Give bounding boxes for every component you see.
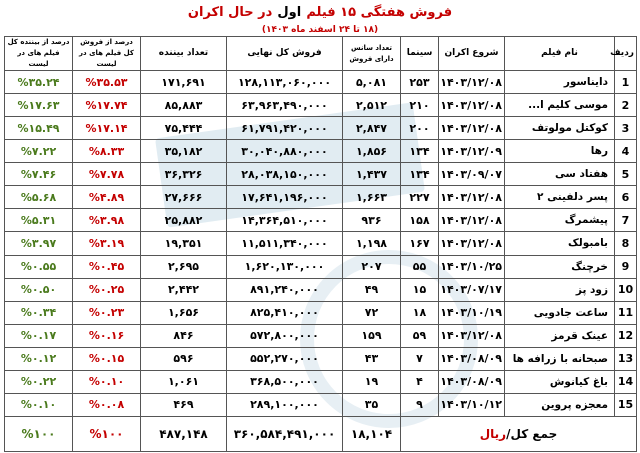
cell-start: ۱۴۰۳/۱۰/۱۲: [439, 393, 505, 416]
cell-rank: 1: [615, 71, 637, 94]
cell-sales: ۱,۶۲۰,۱۳۰,۰۰۰: [227, 255, 343, 278]
cell-rank: 14: [615, 370, 637, 393]
cell-start: ۱۴۰۳/۱۲/۰۸: [439, 71, 505, 94]
cell-rank: 6: [615, 186, 637, 209]
cell-start: ۱۴۰۳/۰۸/۰۹: [439, 370, 505, 393]
cell-sessions: ۷۲: [343, 301, 401, 324]
cell-cinema: ۹: [401, 393, 439, 416]
cell-sales: ۵۵۲,۲۷۰,۰۰۰: [227, 347, 343, 370]
cell-start: ۱۴۰۳/۱۲/۰۸: [439, 117, 505, 140]
cell-name: خرچنگ: [505, 255, 615, 278]
total-viewers: ۴۸۷,۱۴۸: [141, 417, 227, 452]
cell-cinema: ۲۰۰: [401, 117, 439, 140]
title-part-1: فروش هفتگی ۱۵ فیلم: [306, 5, 453, 20]
total-row: [5, 417, 637, 452]
cell-sales: ۸۹۱,۲۴۰,۰۰۰: [227, 278, 343, 301]
title-part-3: در حال اکران: [187, 5, 273, 20]
cell-sales-share: %۰.۱۰: [73, 370, 141, 393]
cell-viewers: ۲,۶۹۵: [141, 255, 227, 278]
cell-sales-share: %۰.۲۳: [73, 301, 141, 324]
cell-sales: ۵۷۲,۸۰۰,۰۰۰: [227, 324, 343, 347]
cell-viewers-share: %۷.۴۶: [5, 163, 73, 186]
cell-sales: ۳۶۸,۵۰۰,۰۰۰: [227, 370, 343, 393]
table-row: [5, 301, 637, 324]
table-row: [5, 117, 637, 140]
total-sales-share: %۱۰۰: [73, 417, 141, 452]
cell-rank: 4: [615, 140, 637, 163]
cell-cinema: ۲۵۳: [401, 71, 439, 94]
cell-sales: ۸۲۵,۴۱۰,۰۰۰: [227, 301, 343, 324]
cell-sessions: ۳۵: [343, 393, 401, 416]
cell-cinema: ۱۵: [401, 278, 439, 301]
cell-name: دایناسور: [505, 71, 615, 94]
table-row: [5, 163, 637, 186]
table-row: [5, 209, 637, 232]
cell-sessions: ۲,۸۴۷: [343, 117, 401, 140]
cell-sales-share: %۳.۱۹: [73, 232, 141, 255]
cell-start: ۱۴۰۳/۱۲/۰۸: [439, 232, 505, 255]
header-sessions: تعداد سانس دارای فروش: [343, 37, 401, 71]
cell-sales: ۱۴,۳۶۴,۵۱۰,۰۰۰: [227, 209, 343, 232]
cell-sessions: ۱۹: [343, 370, 401, 393]
table-row: [5, 186, 637, 209]
cell-sales: ۲۸۹,۱۰۰,۰۰۰: [227, 393, 343, 416]
total-label-currency: ریال: [479, 427, 507, 441]
cell-viewers: ۱۷۱,۶۹۱: [141, 71, 227, 94]
cell-sales-share: %۱۷.۷۴: [73, 94, 141, 117]
cell-sales-share: %۰.۱۶: [73, 324, 141, 347]
cell-viewers-share: %۷.۲۲: [5, 140, 73, 163]
cell-sales-share: %۰.۴۵: [73, 255, 141, 278]
cell-viewers: ۸۵,۸۸۳: [141, 94, 227, 117]
cell-viewers-share: %۳.۹۷: [5, 232, 73, 255]
cell-viewers-share: %۵.۶۸: [5, 186, 73, 209]
cell-name: بامبولک: [505, 232, 615, 255]
cell-sales-share: %۰.۰۸: [73, 393, 141, 416]
cell-viewers: ۸۴۶: [141, 324, 227, 347]
cell-sales-share: %۰.۱۵: [73, 347, 141, 370]
cell-viewers-share: %۱۵.۴۹: [5, 117, 73, 140]
cell-viewers: ۱,۶۵۶: [141, 301, 227, 324]
total-label-text: جمع کل/: [506, 427, 558, 441]
cell-cinema: ۱۸: [401, 301, 439, 324]
cell-start: ۱۴۰۳/۱۲/۰۹: [439, 140, 505, 163]
cell-sales: ۲۸,۰۳۸,۱۵۰,۰۰۰: [227, 163, 343, 186]
cell-viewers-share: %۰.۵۰: [5, 278, 73, 301]
cell-sales: ۶۱,۷۹۱,۴۲۰,۰۰۰: [227, 117, 343, 140]
cell-viewers: ۳۵,۱۸۲: [141, 140, 227, 163]
cell-viewers: ۲۷,۶۶۶: [141, 186, 227, 209]
cell-name: پسر دلفینی ۲: [505, 186, 615, 209]
table-row: [5, 94, 637, 117]
cell-rank: 2: [615, 94, 637, 117]
cell-viewers: ۲,۴۴۲: [141, 278, 227, 301]
cell-cinema: ۵۹: [401, 324, 439, 347]
cell-sales-share: %۰.۲۵: [73, 278, 141, 301]
cell-name: عینک قرمز: [505, 324, 615, 347]
cell-viewers: ۵۹۶: [141, 347, 227, 370]
table-row: [5, 232, 637, 255]
table-row: [5, 324, 637, 347]
header-sales-share: درصد از فروش کل فیلم های در لیست: [73, 37, 141, 71]
cell-viewers-share: %۰.۵۵: [5, 255, 73, 278]
cell-start: ۱۴۰۳/۱۲/۰۸: [439, 186, 505, 209]
cell-sessions: ۵,۰۸۱: [343, 71, 401, 94]
cell-sessions: ۱,۶۶۳: [343, 186, 401, 209]
cell-rank: 10: [615, 278, 637, 301]
cell-rank: 7: [615, 209, 637, 232]
cell-sales: ۱۲۸,۱۱۳,۰۶۰,۰۰۰: [227, 71, 343, 94]
cell-name: هفتاد سی: [505, 163, 615, 186]
cell-start: ۱۴۰۳/۱۰/۱۹: [439, 301, 505, 324]
cell-viewers: ۱۹,۳۵۱: [141, 232, 227, 255]
cell-name: صبحانه با زرافه ها: [505, 347, 615, 370]
cell-sessions: ۹۳۶: [343, 209, 401, 232]
cell-start: ۱۴۰۳/۰۹/۰۷: [439, 163, 505, 186]
cell-sessions: ۴۹: [343, 278, 401, 301]
cell-name: موسی کلیم ا...: [505, 94, 615, 117]
cell-name: رها: [505, 140, 615, 163]
cell-name: پیشمرگ: [505, 209, 615, 232]
cell-sales-share: %۸.۳۳: [73, 140, 141, 163]
cell-sales-share: %۳۵.۵۳: [73, 71, 141, 94]
table-row: [5, 393, 637, 416]
cell-sessions: ۲۰۷: [343, 255, 401, 278]
cell-sessions: ۱,۱۹۸: [343, 232, 401, 255]
cell-cinema: ۱۳۴: [401, 163, 439, 186]
cell-rank: 8: [615, 232, 637, 255]
cell-start: ۱۴۰۳/۱۲/۰۸: [439, 209, 505, 232]
cell-rank: 11: [615, 301, 637, 324]
cell-cinema: ۵۵: [401, 255, 439, 278]
cell-viewers: ۲۵,۸۸۲: [141, 209, 227, 232]
cell-sales-share: %۳.۹۸: [73, 209, 141, 232]
cell-viewers-share: %۰.۳۴: [5, 301, 73, 324]
cell-cinema: ۱۳۴: [401, 140, 439, 163]
cell-sessions: ۴۳: [343, 347, 401, 370]
cell-name: کوکتل مولوتف: [505, 117, 615, 140]
cell-viewers-share: %۰.۱۲: [5, 347, 73, 370]
cell-cinema: ۱۶۷: [401, 232, 439, 255]
header-total-sales: فروش کل نهایی: [227, 37, 343, 71]
page-title: [0, 4, 640, 37]
header-cinema: سینما: [401, 37, 439, 71]
table-row: [5, 71, 637, 94]
cell-cinema: ۱۵۸: [401, 209, 439, 232]
cell-viewers: ۳۶,۳۲۶: [141, 163, 227, 186]
header-row: [5, 37, 637, 71]
cell-viewers-share: %۵.۳۱: [5, 209, 73, 232]
cell-start: ۱۴۰۳/۰۷/۱۷: [439, 278, 505, 301]
cell-rank: 12: [615, 324, 637, 347]
cell-name: زود پز: [505, 278, 615, 301]
table-row: [5, 140, 637, 163]
title-subtitle: (۱۸ تا ۲۴ اسفند ماه ۱۴۰۳): [261, 25, 379, 35]
cell-cinema: ۲۲۷: [401, 186, 439, 209]
header-start: شروع اکران: [439, 37, 505, 71]
header-name: نام فیلم: [505, 37, 615, 71]
total-sales: ۳۶۰,۵۸۴,۴۹۱,۰۰۰: [227, 417, 343, 452]
table-row: [5, 370, 637, 393]
total-viewers-share: %۱۰۰: [5, 417, 73, 452]
cell-viewers-share: %۰.۲۲: [5, 370, 73, 393]
cell-cinema: ۴: [401, 370, 439, 393]
header-viewers: تعداد بیننده: [141, 37, 227, 71]
cell-rank: 3: [615, 117, 637, 140]
cell-name: معجزه پروین: [505, 393, 615, 416]
cell-cinema: ۲۱۰: [401, 94, 439, 117]
cell-sales: ۱۷,۶۴۱,۱۹۶,۰۰۰: [227, 186, 343, 209]
table-row: [5, 255, 637, 278]
header-rank: ردیف: [615, 37, 637, 71]
cell-name: ساعت جادویی: [505, 301, 615, 324]
cell-viewers: ۷۵,۴۴۴: [141, 117, 227, 140]
cell-sales: ۱۱,۵۱۱,۳۴۰,۰۰۰: [227, 232, 343, 255]
cell-rank: 9: [615, 255, 637, 278]
total-sessions: ۱۸,۱۰۴: [343, 417, 401, 452]
cell-cinema: ۷: [401, 347, 439, 370]
header-viewers-share: درصد از بیننده کل فیلم های در لیست: [5, 37, 73, 71]
cell-sessions: ۱,۴۳۷: [343, 163, 401, 186]
cell-viewers: ۴۶۹: [141, 393, 227, 416]
cell-viewers: ۱,۰۶۱: [141, 370, 227, 393]
cell-rank: 13: [615, 347, 637, 370]
cell-start: ۱۴۰۳/۱۲/۰۸: [439, 94, 505, 117]
cell-viewers-share: %۰.۱۷: [5, 324, 73, 347]
cell-sales-share: %۷.۷۸: [73, 163, 141, 186]
cell-sessions: ۱۵۹: [343, 324, 401, 347]
cell-sessions: ۱,۸۵۶: [343, 140, 401, 163]
table-row: [5, 347, 637, 370]
cell-viewers-share: %۳۵.۲۴: [5, 71, 73, 94]
cell-viewers-share: %۱۷.۶۳: [5, 94, 73, 117]
total-label: [401, 417, 637, 452]
cell-sales: ۳۰,۰۴۰,۸۸۰,۰۰۰: [227, 140, 343, 163]
cell-start: ۱۴۰۳/۱۲/۰۸: [439, 324, 505, 347]
cell-rank: 5: [615, 163, 637, 186]
cell-name: باغ کیانوش: [505, 370, 615, 393]
cell-sessions: ۲,۵۱۲: [343, 94, 401, 117]
cell-start: ۱۴۰۳/۱۰/۲۵: [439, 255, 505, 278]
cell-rank: 15: [615, 393, 637, 416]
title-part-2: اول: [277, 5, 302, 20]
table-row: [5, 278, 637, 301]
cell-sales-share: %۴.۸۹: [73, 186, 141, 209]
cell-sales: ۶۳,۹۶۳,۴۹۰,۰۰۰: [227, 94, 343, 117]
cell-start: ۱۴۰۳/۰۸/۰۹: [439, 347, 505, 370]
box-office-table: [4, 36, 637, 452]
cell-sales-share: %۱۷.۱۴: [73, 117, 141, 140]
cell-viewers-share: %۰.۱۰: [5, 393, 73, 416]
